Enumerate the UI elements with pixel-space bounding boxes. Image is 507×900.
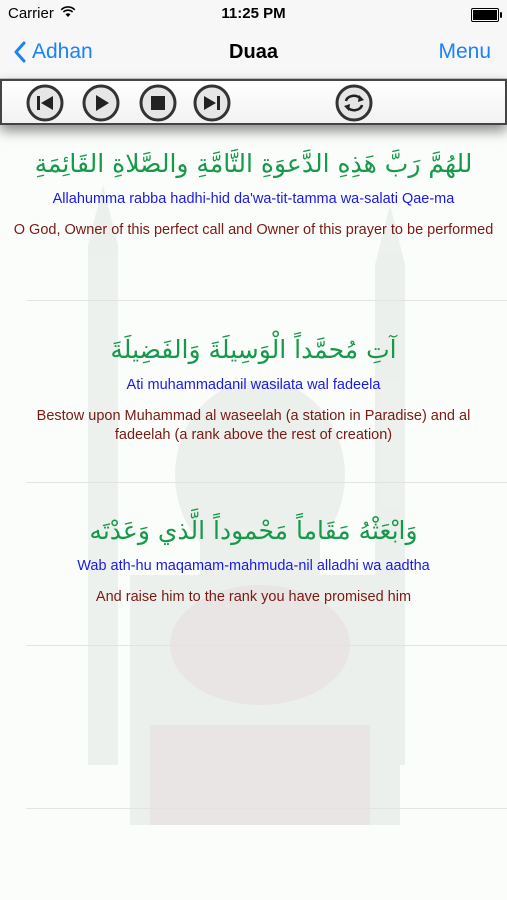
transliteration-text: Ati muhammadanil wasilata wal fadeela: [126, 377, 381, 393]
skip-forward-icon[interactable]: [193, 84, 231, 122]
transliteration-text: Allahumma rabba hadhi-hid da'wa-tit-tamma wa-salati Qae-ma: [52, 191, 455, 207]
skip-back-icon[interactable]: [26, 84, 64, 122]
duaa-item: [0, 147, 507, 240]
arabic-text: وَابْعَثْهُ مَقَاماً مَحْموداً الَّذي وَعَدْتَه: [89, 516, 418, 545]
carrier-label: Carrier: [8, 5, 54, 22]
meaning-text: O God, Owner of this perfect call and Owner of this prayer to be performed: [13, 222, 494, 238]
repeat-icon[interactable]: [335, 84, 373, 122]
audio-toolbar: [0, 79, 507, 125]
stop-icon[interactable]: [139, 84, 177, 122]
meaning-text: Bestow upon Muhammad al waseelah (a station in Paradise) and al fadeelah (a rank above the rest of creation): [36, 408, 471, 443]
menu-button[interactable]: Menu: [438, 40, 491, 63]
duaa-item: [0, 514, 507, 607]
play-icon[interactable]: [82, 84, 120, 122]
row-divider: [26, 482, 507, 483]
row-divider: [26, 300, 507, 301]
duaa-item: [0, 333, 507, 445]
arabic-text: آتِ مُحمَّداً الْوَسِيلَةَ وَالفَضِيلَةَ: [110, 335, 397, 364]
status-bar: [0, 0, 507, 28]
battery-icon: [471, 8, 499, 22]
navigation-bar: [0, 28, 507, 79]
arabic-text: للهُمَّ رَبَّ هَذِهِ الدَّعوَةِ التَّامَّةِ والصَّلاةِ القَائِمَةِ: [34, 149, 473, 178]
meaning-text: And raise him to the rank you have promised him: [95, 589, 412, 605]
duaa-list: [0, 125, 507, 900]
back-button-label: Adhan: [32, 40, 93, 63]
status-time: 11:25 PM: [221, 5, 286, 22]
transliteration-text: Wab ath-hu maqamam-mahmuda-nil alladhi wa aadtha: [77, 558, 430, 574]
page-title: Duaa: [229, 41, 278, 63]
row-divider: [26, 808, 507, 809]
row-divider: [26, 645, 507, 646]
